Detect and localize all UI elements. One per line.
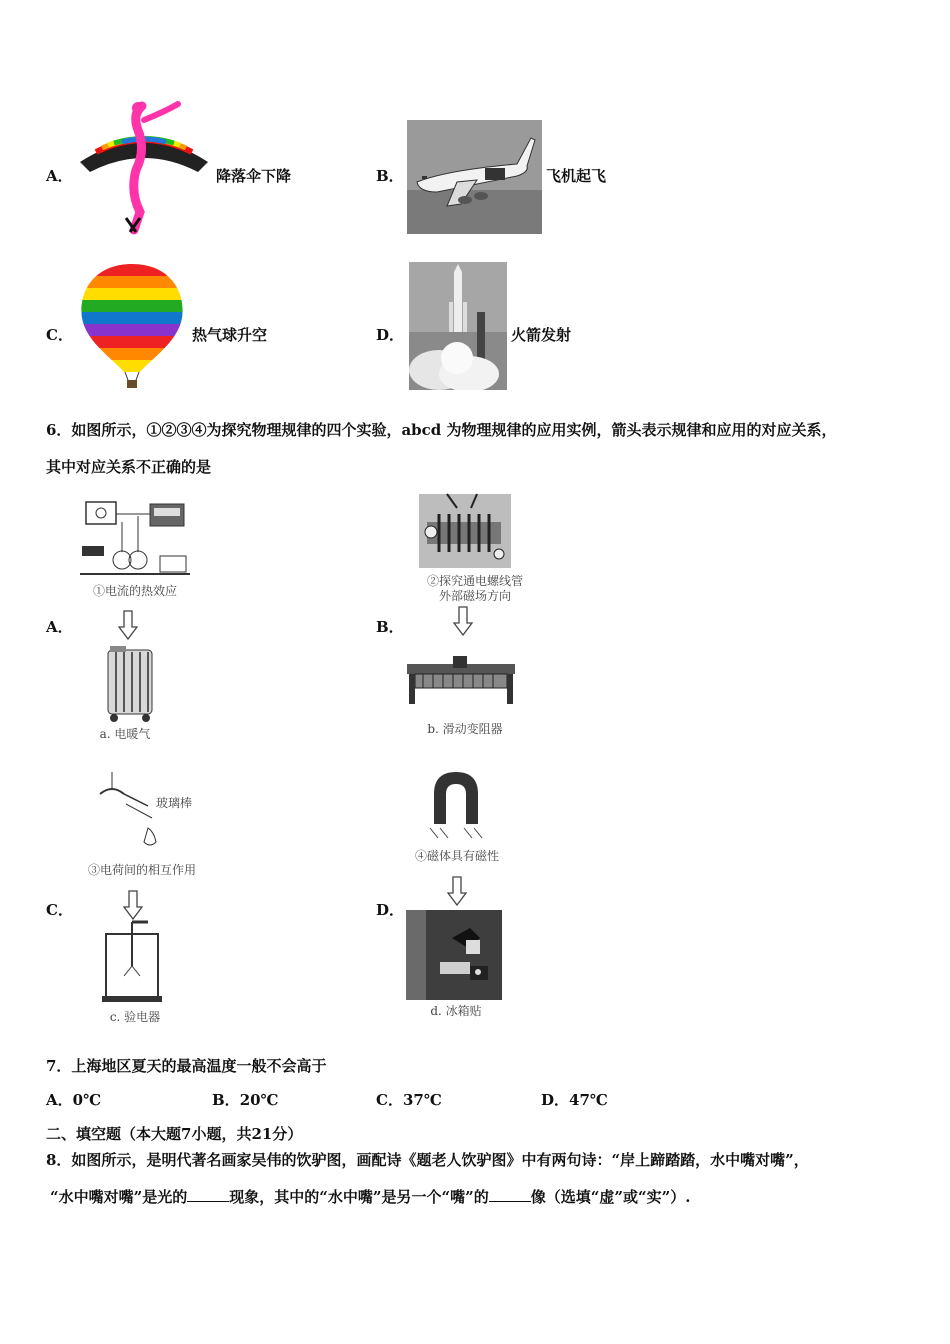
q8-line2-part3: 像（选填“虚”或“实”）. bbox=[530, 1188, 691, 1206]
q5-option-d-text: 火箭发射 bbox=[511, 326, 572, 344]
q6-option-c-letter: C． bbox=[46, 901, 73, 919]
application-d-caption: d. 冰箱贴 bbox=[430, 1004, 482, 1018]
fridge-magnet-image bbox=[406, 910, 502, 1000]
airplane-image bbox=[407, 120, 542, 234]
hot-air-balloon-image bbox=[74, 262, 190, 390]
q5-option-d-letter: D． bbox=[376, 326, 405, 344]
q8-line2-part1: “水中嘴对嘴”是光的 bbox=[50, 1188, 188, 1206]
q8-answer-blank-2[interactable] bbox=[489, 1187, 531, 1202]
q5-option-a-letter: A． bbox=[46, 167, 73, 185]
horseshoe-magnet-image bbox=[426, 768, 486, 840]
q7-option-a-letter: A． bbox=[46, 1091, 73, 1109]
experiment-2-caption-line1: ②探究通电螺线管 bbox=[426, 574, 523, 588]
q7-option-d bbox=[541, 1090, 608, 1110]
q7-option-d-text: 47℃ bbox=[569, 1091, 608, 1109]
q7-option-a-text: 0℃ bbox=[72, 1091, 102, 1109]
section-2-heading: 二、填空题（本大题7小题，共21分） bbox=[46, 1125, 303, 1143]
q5-option-c-text: 热气球升空 bbox=[192, 326, 268, 344]
arrow-down-icon bbox=[118, 610, 138, 640]
q8-line1: 8．如图所示，是明代著名画家吴伟的饮驴图，画配诗《题老人饮驴图》中有两句诗：“岸上蹄踏踏，水中嘴对嘴”， bbox=[46, 1151, 809, 1169]
experiment-2-caption-line2: 外部磁场方向 bbox=[438, 589, 511, 603]
electric-heater-image bbox=[104, 644, 156, 724]
experiment-3-caption: ③电荷间的相互作用 bbox=[87, 863, 196, 877]
q7-option-c-text: 37℃ bbox=[402, 1091, 442, 1109]
q7-option-b bbox=[212, 1090, 279, 1110]
solenoid-experiment-image bbox=[417, 492, 513, 570]
q5-option-b-text: 飞机起飞 bbox=[546, 167, 607, 185]
rocket-launch-image bbox=[409, 262, 507, 390]
sliding-rheostat-image bbox=[403, 654, 519, 706]
q5-option-c-letter: C． bbox=[46, 326, 73, 344]
application-b-caption: b. 滑动变阻器 bbox=[427, 722, 503, 736]
q7-option-c-letter: C． bbox=[376, 1091, 403, 1109]
q7-option-c bbox=[376, 1090, 442, 1110]
q6-option-a-letter: A． bbox=[46, 618, 73, 636]
q7-option-b-text: 20℃ bbox=[239, 1091, 279, 1109]
application-c-caption: c. 验电器 bbox=[109, 1010, 161, 1024]
q8-line2 bbox=[50, 1187, 691, 1207]
electroscope-image bbox=[98, 920, 166, 1004]
arrow-down-icon bbox=[123, 890, 143, 920]
q7-option-b-letter: B． bbox=[212, 1091, 240, 1109]
heating-effect-experiment-image bbox=[76, 496, 194, 584]
arrow-down-icon bbox=[453, 606, 473, 636]
q6-option-d-letter: D． bbox=[376, 901, 405, 919]
q7-option-a bbox=[46, 1090, 101, 1110]
parachute-image bbox=[74, 100, 214, 236]
q8-line2-part2: 现象，其中的“水中嘴”是另一个“嘴”的 bbox=[229, 1188, 489, 1206]
experiment-4-caption: ④磁体具有磁性 bbox=[414, 849, 499, 863]
q6-option-b-letter: B． bbox=[376, 618, 404, 636]
glass-rod-label: 玻璃棒 bbox=[156, 796, 193, 810]
application-a-caption: a. 电暖气 bbox=[99, 727, 151, 741]
q6-stem-line2: 其中对应关系不正确的是 bbox=[46, 458, 212, 476]
q7-stem: 7．上海地区夏天的最高温度一般不会高于 bbox=[46, 1057, 327, 1075]
experiment-1-caption: ①电流的热效应 bbox=[92, 584, 177, 598]
charge-interaction-experiment-image bbox=[92, 770, 158, 850]
q6-stem-line1: 6．如图所示，①②③④为探究物理规律的四个实验，abcd 为物理规律的应用实例，箭头表示规律和应用的对应关系， bbox=[46, 421, 837, 439]
q8-answer-blank-1[interactable] bbox=[187, 1187, 229, 1202]
q5-option-b-letter: B． bbox=[376, 167, 404, 185]
q7-option-d-letter: D． bbox=[541, 1091, 570, 1109]
q5-option-a-text: 降落伞下降 bbox=[216, 167, 292, 185]
arrow-down-icon bbox=[447, 876, 467, 906]
